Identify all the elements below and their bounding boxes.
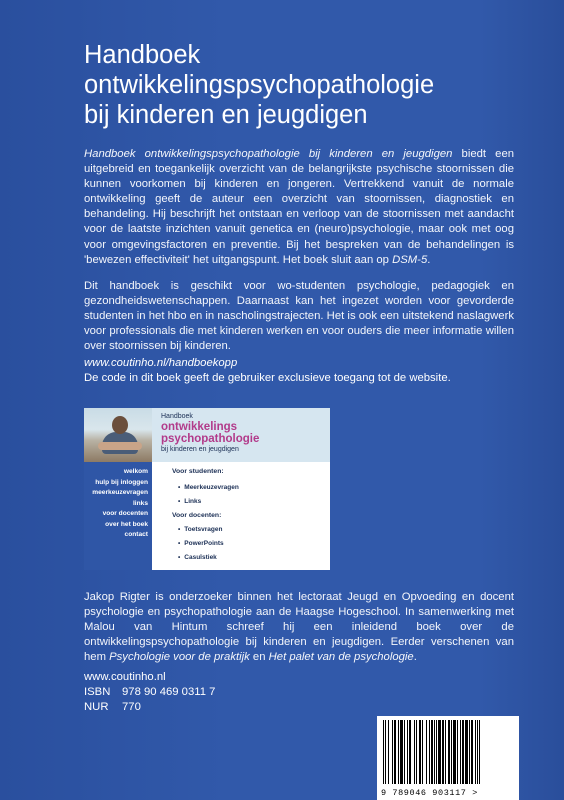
barcode-bar [416, 720, 417, 784]
barcode-bar [451, 720, 452, 784]
photo-person-arm [98, 442, 142, 450]
barcode-bar [462, 720, 464, 784]
site-main [152, 462, 330, 570]
author-text-c: . [413, 651, 417, 664]
intro-book-title: Handboek ontwikkelingspsychopathologie bij kinderen en jeugdigen [84, 148, 453, 160]
site-title-2: psychopathologie [161, 433, 260, 445]
nur-label: NUR [84, 701, 109, 713]
site-teachers-item: • Toetsvragen [178, 526, 222, 533]
author-text-b: en [249, 651, 269, 664]
audience-paragraph: Dit handboek is geschikt voor wo-studenten psychologie, pedagogiek en gezondheidswetenschappen. Daarnaast kan het ingezet worden voor gevorderde studenten in het hbo en in nascholingstrajecten. Het is ook een uitstekend naslagwerk voor professionals die met kinderen werken en voor ouders die meer informatie willen over stoornissen bij kinderen. [84, 280, 514, 353]
publisher-url[interactable]: www.coutinho.nl [84, 671, 166, 683]
barcode-bar [445, 720, 446, 784]
barcode-bar [434, 720, 435, 784]
isbn-row [84, 685, 215, 700]
author-book-2: Het palet van de psychologie [268, 651, 414, 664]
barcode [377, 716, 519, 800]
intro-dsm: DSM-5 [392, 253, 428, 266]
website-screenshot [84, 408, 330, 570]
book-title [84, 40, 524, 130]
site-teachers-item: • Casuïstiek [178, 554, 217, 561]
site-nav-meerkeuzevragen: meerkeuzevragen [92, 489, 148, 496]
barcode-bar [475, 720, 476, 784]
intro-text-b: . [427, 253, 431, 266]
website-url[interactable]: www.coutinho.nl/handboekopp [84, 357, 238, 369]
photo-person-head [112, 416, 128, 434]
intro-paragraph [84, 147, 514, 268]
site-nav-over: over het boek [105, 520, 148, 528]
barcode-bar [383, 720, 384, 784]
site-subtitle: bij kinderen en jeugdigen [161, 446, 239, 453]
site-title-1: ontwikkelings [161, 421, 238, 433]
barcode-bar [436, 720, 437, 784]
barcode-bar [400, 720, 403, 784]
barcode-bar [392, 720, 393, 784]
title-line-2: ontwikkelingspsychopathologie [84, 71, 435, 99]
barcode-bar [465, 720, 468, 784]
author-text-a: Jakop Rigter is onderzoeker binnen het lectoraat Jeugd en Opvoeding en docent psychologie en psychopathologie aan de Haagse Hogeschool. In samenwerking met Malou van Hintum schreef hij een inleidend boek over de ontwikkelingspsychopathologie bij kinderen en jeugdigen. Eerder verschenen van hem [84, 591, 514, 664]
title-line-3: bij kinderen en jeugdigen [84, 101, 368, 129]
barcode-bar [460, 720, 461, 784]
barcode-bar [426, 720, 427, 784]
site-header [84, 408, 330, 462]
barcode-bars [381, 720, 515, 784]
barcode-bar [385, 720, 386, 784]
site-teachers-heading: Voor docenten: [172, 512, 222, 519]
barcode-bar [453, 720, 456, 784]
barcode-bar [419, 720, 421, 784]
isbn-label: ISBN [84, 686, 111, 698]
author-paragraph [84, 590, 514, 665]
site-kicker: Handboek [161, 413, 193, 420]
site-students-item: • Links [178, 498, 201, 505]
barcode-bar [431, 720, 433, 784]
site-nav [84, 462, 152, 570]
nur-row [84, 700, 215, 715]
intro-text-a: biedt een uitgebreid en toegankelijk overzicht van de belangrijkste psychische stoornissen die kunnen voorkomen bij kinderen en jongeren. Vertrekkend vanuit de normale ontwikkeling geeft de auteur een overzicht van stoornissen, diagnostiek en behandeling. Hij beschrijft het ontstaan en verloop van de stoornissen met aandacht voor de laatste inzichten vanuit genetica en (neuro)psychologie, maar ook met oog voor omgevingsfactoren en preventie. Bij het bespreken van de behandelingen is 'bewezen effectiviteit' het uitgangspunt. Het boek sluit aan op [84, 148, 515, 266]
barcode-bar [471, 720, 473, 784]
barcode-bar [394, 720, 396, 784]
publisher-info [84, 670, 215, 715]
site-nav-welkom: welkom [123, 468, 148, 475]
website-note: De code in dit boek geeft de gebruiker exclusieve toegang tot de website. [84, 372, 451, 384]
barcode-bar [479, 720, 480, 784]
barcode-bar [442, 720, 444, 784]
barcode-bar [414, 720, 415, 784]
barcode-bar [407, 720, 408, 784]
site-teachers-item: • PowerPoints [178, 540, 224, 547]
author-book-1: Psychologie voor de praktijk [109, 651, 250, 664]
site-nav-docenten: voor docenten [102, 510, 148, 517]
barcode-bar [457, 720, 458, 784]
site-students-heading: Voor studenten: [172, 468, 224, 475]
barcode-bar [388, 720, 389, 784]
barcode-digits: 9 789046 903117 > [381, 788, 478, 798]
isbn-value: 978 90 469 0311 7 [122, 686, 216, 698]
site-header-photo [84, 408, 152, 462]
barcode-bar [422, 720, 423, 784]
site-nav-contact: contact [124, 531, 148, 538]
site-nav-hulp: hulp bij inloggen [95, 478, 148, 486]
site-nav-list [84, 467, 152, 541]
site-nav-links: links [132, 499, 148, 507]
barcode-bar [448, 720, 450, 784]
site-students-item: • Meerkeuzevragen [178, 484, 239, 491]
nur-value: 770 [122, 701, 141, 713]
barcode-bar [469, 720, 470, 784]
title-line-1: Handboek [84, 41, 201, 69]
barcode-bar [409, 720, 411, 784]
barcode-bar [398, 720, 399, 784]
barcode-bar [477, 720, 478, 784]
barcode-bar [429, 720, 430, 784]
barcode-bar [404, 720, 405, 784]
barcode-bar [438, 720, 441, 784]
